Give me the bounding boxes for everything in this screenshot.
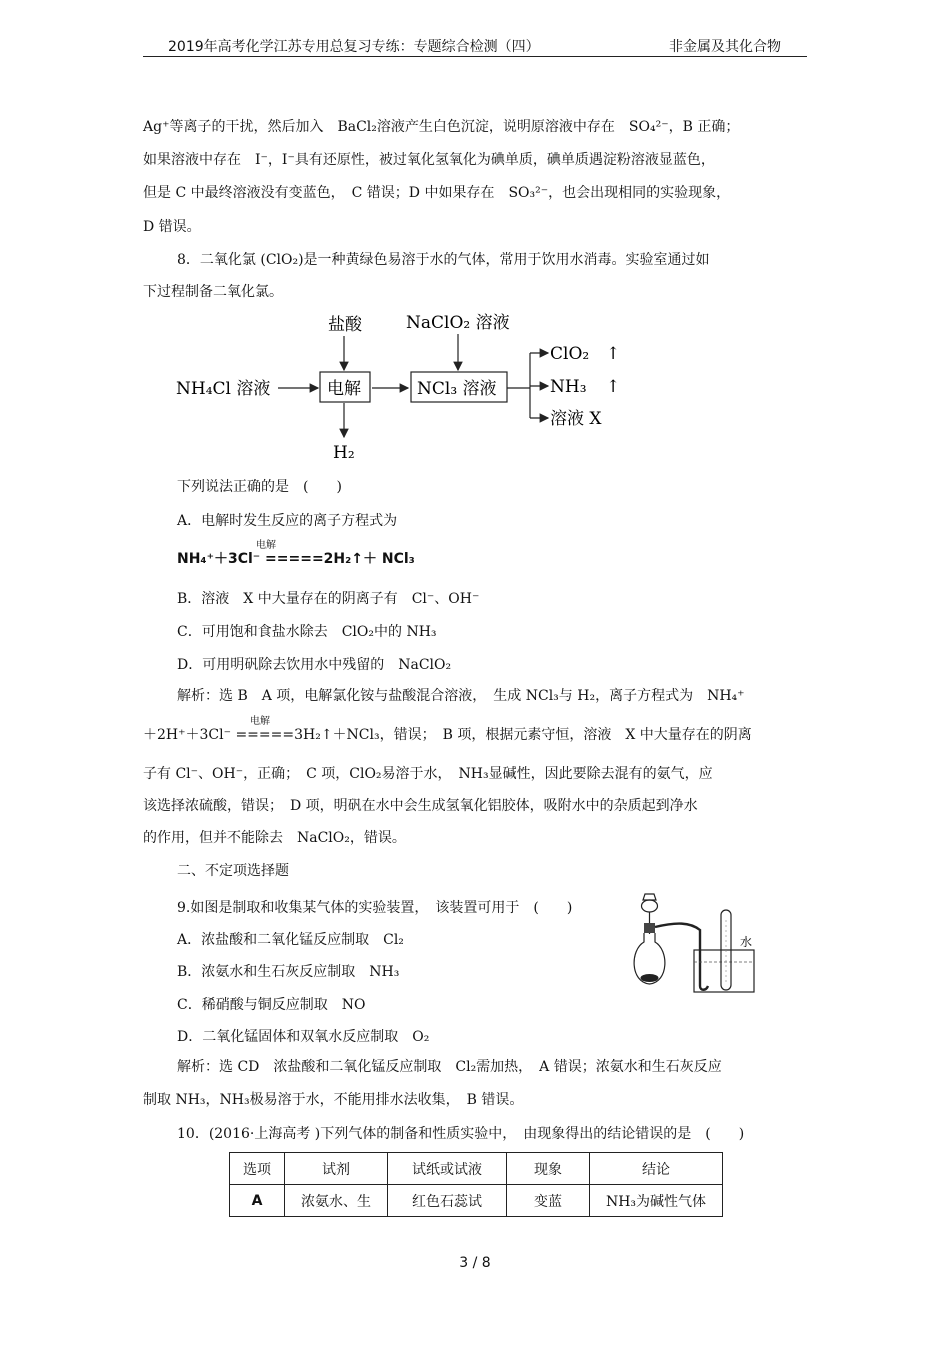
solution-line: 解析：选 CD 浓盐酸和二氧化锰反应制取 Cl₂需加热， A 错误；浓氨水和生石灰反应 xyxy=(177,1059,722,1075)
option-c: C．可用饱和食盐水除去 ClO₂中的 NH₃ xyxy=(177,624,437,640)
option-d: D．二氧化锰固体和双氧水反应制取 O₂ xyxy=(177,1029,430,1045)
label-solution-x: 溶液 X xyxy=(550,409,602,429)
solution-line: 制取 NH₃，NH₃极易溶于水，不能用排水法收集， B 错误。 xyxy=(143,1092,524,1108)
solution-line: 解析：选 B A 项，电解氯化铵与盐酸混合溶液， 生成 NCl₃与 H₂，离子方程式为 NH₄⁺ xyxy=(177,688,745,704)
solution-line: 子有 Cl⁻、OH⁻，正确； C 项，ClO₂易溶于水， NH₃显碱性，因此要除去混有的氨气，应 xyxy=(143,766,713,782)
question-10: 10．(2016·上海高考 )下列气体的制备和性质实验中， 由现象得出的结论错误的是 ( ) xyxy=(177,1126,745,1142)
label-electrolysis: 电解 xyxy=(327,379,361,399)
table-header: 选项 xyxy=(230,1153,285,1185)
text-line: D 错误。 xyxy=(143,219,201,235)
up-arrow-icon: ↑ xyxy=(606,377,621,397)
option-c: C．稀硝酸与铜反应制取 NO xyxy=(177,997,366,1013)
text-line: 但是 C 中最终溶液没有变蓝色， C 错误；D 中如果存在 SO₃²⁻，也会出现相同的实验现象， xyxy=(143,185,731,201)
table-header: 结论 xyxy=(590,1153,723,1185)
text-line: Ag⁺等离子的干扰，然后加入 BaCl₂溶液产生白色沉淀，说明原溶液中存在 SO₄²⁻，B 正确； xyxy=(143,119,740,135)
label-ncl3: NCl₃ 溶液 xyxy=(417,379,497,399)
table-cell: NH₃为碱性气体 xyxy=(590,1185,723,1217)
question-prompt: 下列说法正确的是 ( ) xyxy=(177,479,342,495)
table-cell: 变蓝 xyxy=(507,1185,590,1217)
solution-line: ＋2H⁺＋3Cl⁻ =====3H₂↑＋NCl₃，错误； B 项，根据元素守恒，溶液 X 中大量存在的阴离 xyxy=(143,727,752,743)
table-cell: 红色石蕊试 xyxy=(388,1185,507,1217)
process-diagram xyxy=(170,306,630,471)
label-clo2: ClO₂ xyxy=(550,344,590,364)
question-9: 9.如图是制取和收集某气体的实验装置， 该装置可用于 ( ) xyxy=(177,900,573,916)
header-topic: 非金属及其化合物 xyxy=(669,39,781,55)
table-cell: 浓氨水、生 xyxy=(285,1185,388,1217)
table-row xyxy=(230,1185,723,1217)
label-h2: H₂ xyxy=(333,443,355,463)
apparatus-figure xyxy=(628,890,768,1000)
experiment-table xyxy=(229,1152,723,1217)
solution-line: 该选择浓硫酸，错误； D 项，明矾在水中会生成氢氧化铝胶体，吸附水中的杂质起到净水 xyxy=(143,798,698,814)
label-hcl: 盐酸 xyxy=(328,315,362,335)
equation: NH₄⁺＋3Cl⁻ =====2H₂↑＋ NCl₃ xyxy=(177,551,415,567)
text-line: 下过程制备二氧化氯。 xyxy=(143,284,283,300)
label-nh3: NH₃ xyxy=(550,377,587,397)
option-b: B．溶液 X 中大量存在的阴离子有 Cl⁻、OH⁻ xyxy=(177,591,480,607)
table-header: 试纸或试液 xyxy=(388,1153,507,1185)
label-nh4cl: NH₄Cl 溶液 xyxy=(176,379,271,399)
table-header-row xyxy=(230,1153,723,1185)
page-header xyxy=(143,34,807,57)
up-arrow-icon: ↑ xyxy=(606,344,621,364)
option-b: B．浓氨水和生石灰反应制取 NH₃ xyxy=(177,964,400,980)
option-a: A．电解时发生反应的离子方程式为 xyxy=(177,513,398,529)
question-8: 8．二氧化氯 (ClO₂)是一种黄绿色易溶于水的气体，常用于饮用水消毒。实验室通过如 xyxy=(177,252,710,268)
solution-line: 的作用，但并不能除去 NaClO₂，错误。 xyxy=(143,830,406,846)
text-line: 如果溶液中存在 I⁻，I⁻具有还原性，被过氧化氢氧化为碘单质，碘单质遇淀粉溶液显蓝色， xyxy=(143,152,715,168)
option-a: A．浓盐酸和二氧化锰反应制取 Cl₂ xyxy=(177,932,404,948)
option-d: D．可用明矾除去饮用水中残留的 NaClO₂ xyxy=(177,657,452,673)
table-header: 试剂 xyxy=(285,1153,388,1185)
reaction-condition: 电解 xyxy=(250,716,270,727)
table-cell: A xyxy=(230,1185,285,1217)
reaction-condition: 电解 xyxy=(256,540,276,551)
header-title: 2019年高考化学江苏专用总复习专练：专题综合检测（四） xyxy=(168,39,540,55)
label-water: 水 xyxy=(740,935,753,949)
label-naclo2: NaClO₂ 溶液 xyxy=(406,313,510,333)
table-header: 现象 xyxy=(507,1153,590,1185)
page-number: 3 / 8 xyxy=(459,1255,491,1271)
section-title: 二、不定项选择题 xyxy=(177,863,289,879)
